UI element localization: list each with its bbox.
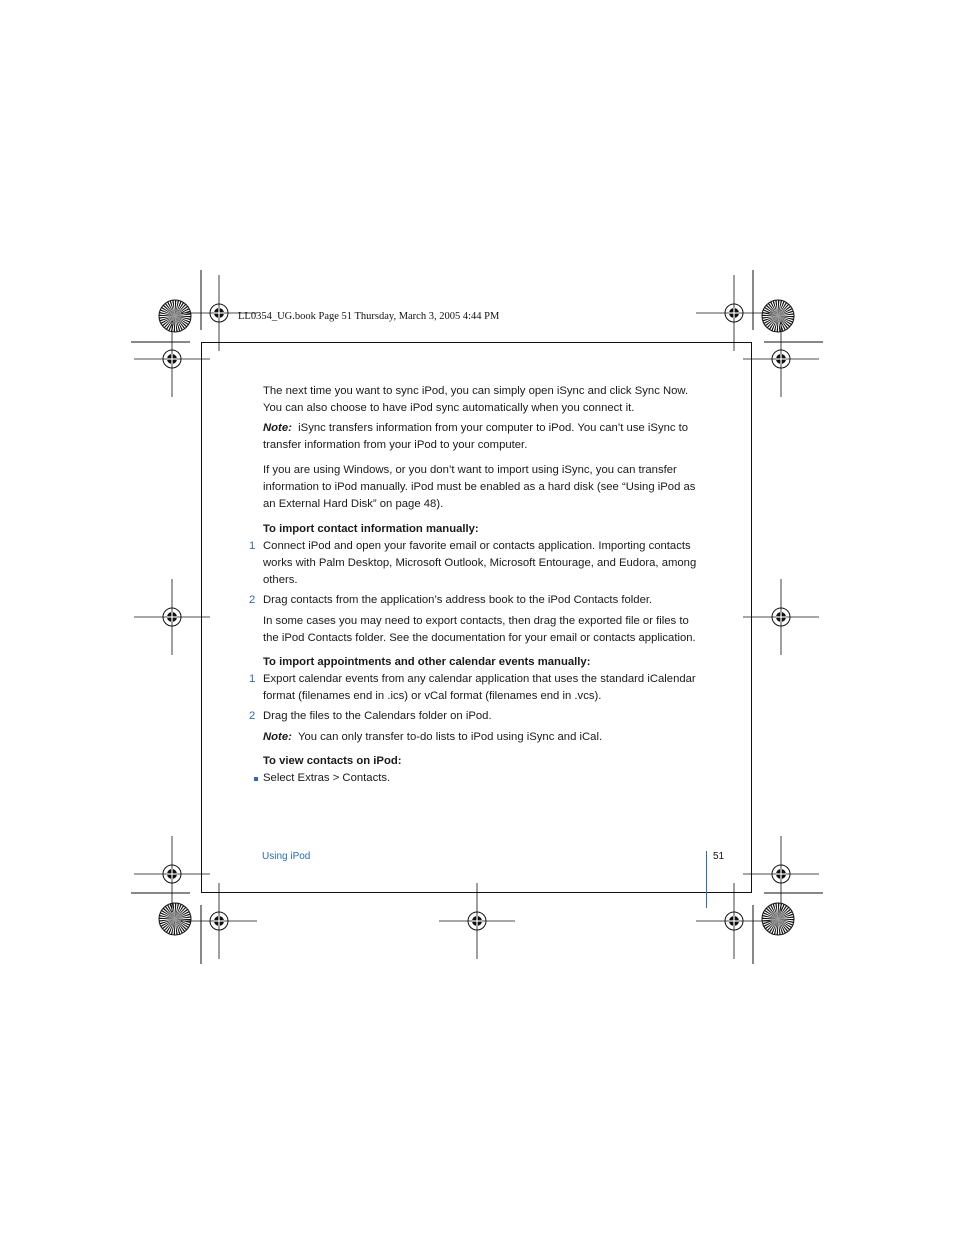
text-line: You can only transfer to-do lists to iPod using iSync and iCal. — [297, 731, 603, 743]
paragraph-export-contacts — [263, 613, 723, 647]
note-label: Note: — [263, 731, 292, 743]
note-label: Note: — [263, 422, 292, 434]
text-line: format (filenames end in .ics) or vCal format (filenames end in .vcs). — [263, 690, 602, 702]
step-number: 1 — [249, 540, 256, 552]
heading-view-contacts: To view contacts on iPod: — [263, 755, 402, 767]
step-number: 2 — [249, 594, 256, 606]
paragraph-sync — [263, 383, 713, 417]
star-target-icon — [762, 300, 794, 332]
step-text — [263, 671, 713, 705]
step-number: 2 — [249, 710, 256, 722]
paragraph-windows — [263, 462, 713, 513]
heading-import-contacts: To import contact information manually: — [263, 523, 479, 535]
text-line: an External Hard Disk” on page 48). — [263, 498, 444, 510]
page-number: 51 — [713, 851, 725, 862]
text-line: works with Palm Desktop, Microsoft Outlook, Microsoft Entourage, and Eudora, among — [263, 557, 697, 569]
step-text: Drag the files to the Calendars folder on iPod. — [263, 710, 492, 722]
text-line: iSync transfers information from your computer to iPod. You can’t use iSync to — [298, 422, 689, 434]
step-number: 1 — [249, 673, 256, 685]
footer-chapter: Using iPod — [262, 851, 311, 862]
text-line: the iPod Contacts folder. See the documentation for your email or contacts application. — [263, 632, 696, 644]
text-line: others. — [263, 574, 298, 586]
star-target-icon — [762, 903, 794, 935]
note-todo — [263, 729, 713, 746]
text-line: In some cases you may need to export contacts, then drag the exported file or files to — [263, 615, 689, 627]
text-line: transfer information from your iPod to your computer. — [263, 439, 528, 451]
text-line: You can also choose to have iPod sync automatically when you connect it. — [263, 402, 635, 414]
star-target-icon — [159, 300, 191, 332]
text-line: The next time you want to sync iPod, you can simply open iSync and click Sync Now. — [263, 385, 689, 397]
step-text: Drag contacts from the application’s address book to the iPod Contacts folder. — [263, 594, 653, 606]
footer-divider — [706, 851, 707, 908]
heading-import-calendar: To import appointments and other calendar events manually: — [263, 656, 591, 668]
bullet-square-icon — [254, 777, 258, 781]
text-line: If you are using Windows, or you don’t want to import using iSync, you can transfer — [263, 464, 677, 476]
print-header: LL0354_UG.book Page 51 Thursday, March 3, 2005 4:44 PM — [238, 311, 500, 322]
text-line: Connect iPod and open your favorite email or contacts application. Importing contacts — [263, 540, 691, 552]
note-isync — [263, 420, 713, 454]
star-target-icon — [159, 903, 191, 935]
step-text — [263, 538, 713, 589]
text-line: information to iPod manually. iPod must be enabled as a hard disk (see “Using iPod as — [263, 481, 696, 493]
bullet-text: Select Extras > Contacts. — [263, 772, 391, 784]
text-line: Export calendar events from any calendar application that uses the standard iCalendar — [263, 673, 696, 685]
